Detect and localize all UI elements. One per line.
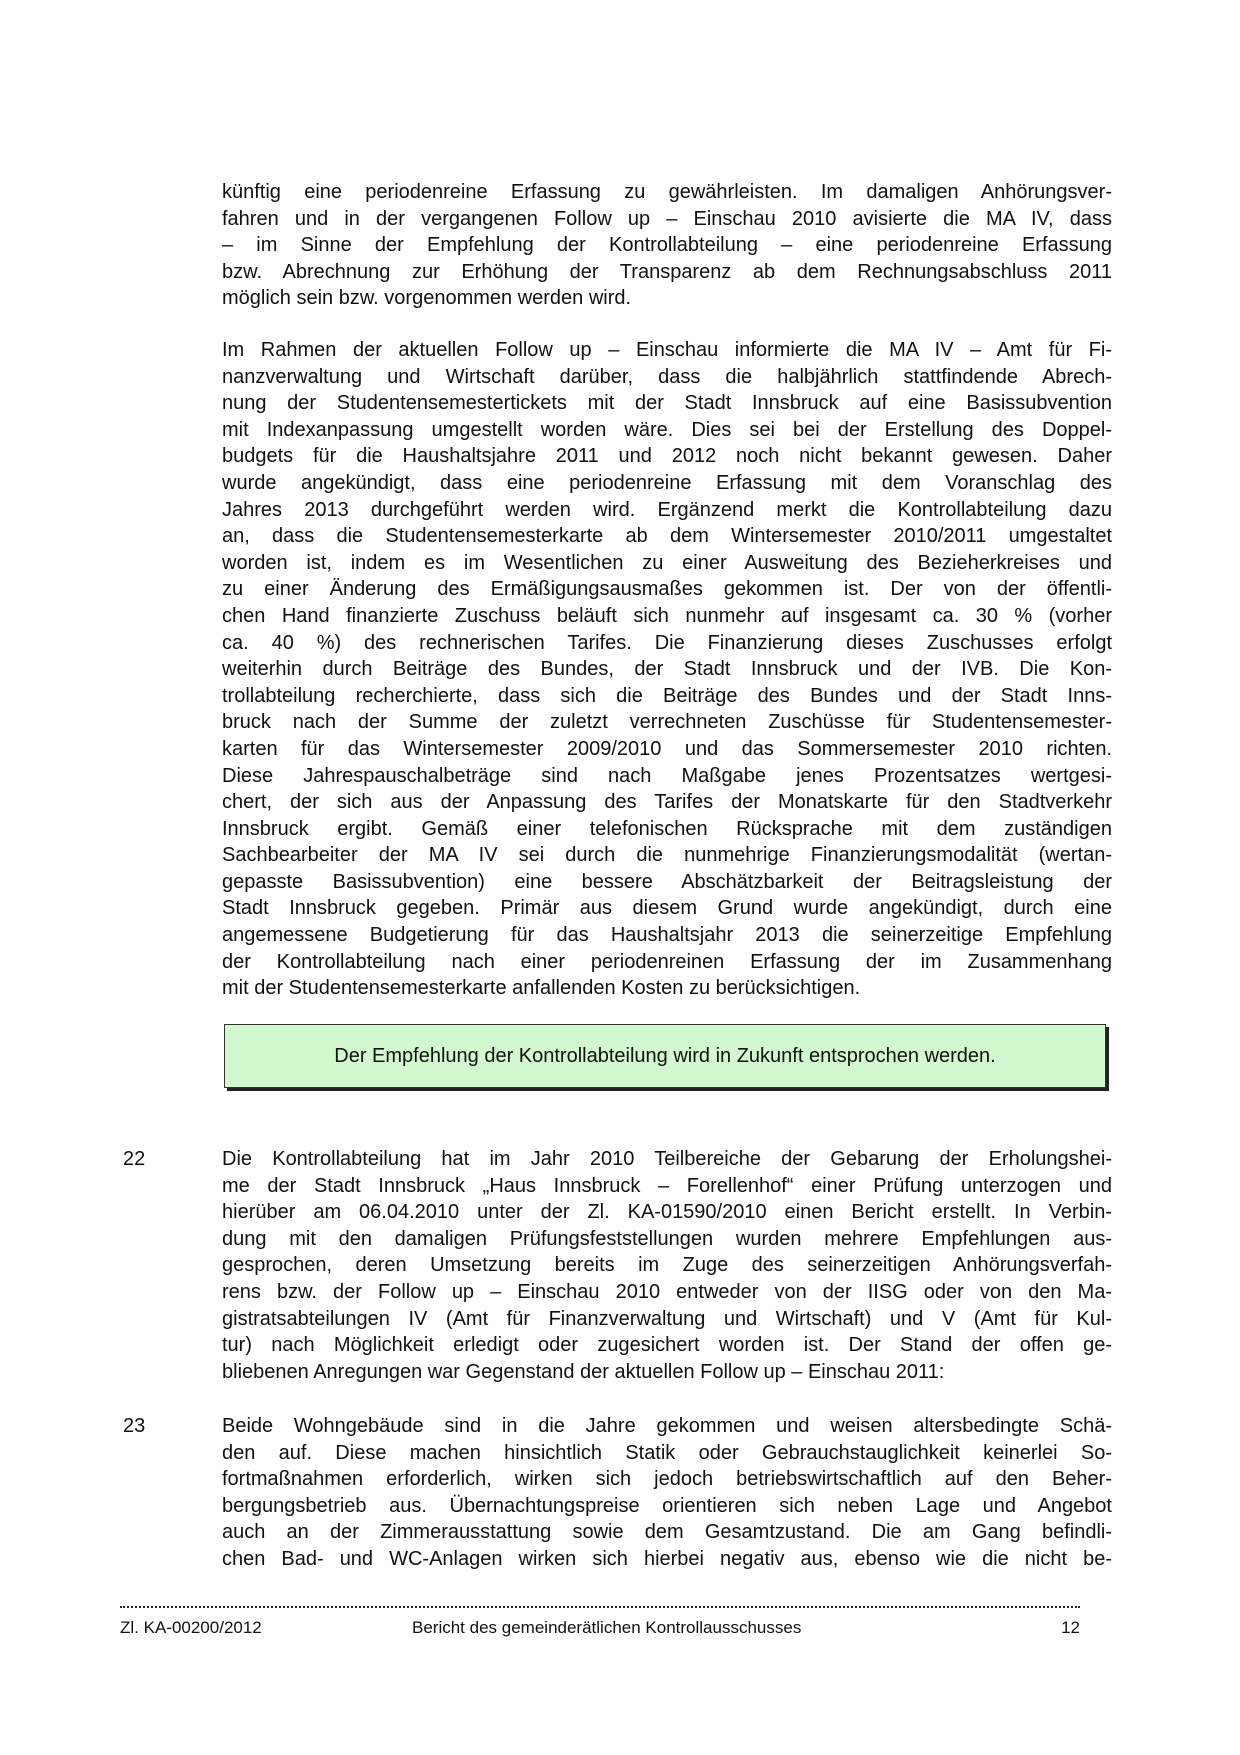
text-line: angemessene Budgetierung für das Haushaltsjahr 2013 die seinerzeitige Empfehlung (222, 924, 1112, 947)
recommendation-box (224, 1024, 1106, 1088)
text-line: budgets für die Haushaltsjahre 2011 und 2012 noch nicht bekannt gewesen. Daher (222, 445, 1112, 468)
footer-title: Bericht des gemeinderätlichen Kontrollausschusses (412, 1618, 802, 1637)
paragraph-1 (222, 179, 1112, 312)
text-line: gistratsabteilungen IV (Amt für Finanzverwaltung und Wirtschaft) und V (Amt für Kul- (222, 1307, 1112, 1330)
page-number: 12 (1061, 1618, 1080, 1637)
text-line: Diese Jahrespauschalbeträge sind nach Maßgabe jenes Prozentsatzes wertgesi- (222, 764, 1112, 787)
text-line: bergungsbetrieb aus. Übernachtungspreise orientieren sich neben Lage und Angebot (222, 1494, 1112, 1517)
text-line: hierüber am 06.04.2010 unter der Zl. KA-01590/2010 einen Bericht erstellt. In Verbin- (222, 1201, 1112, 1224)
text-line: Innsbruck ergibt. Gemäß einer telefonischen Rücksprache mit dem zuständigen (222, 817, 1112, 840)
text-line: an, dass die Studentensemesterkarte ab dem Wintersemester 2010/2011 umgestaltet (222, 525, 1112, 548)
text-line: wurde angekündigt, dass eine periodenreine Erfassung mit dem Voranschlag des (222, 471, 1112, 494)
text-line: gepasste Basissubvention) eine bessere Abschätzbarkeit der Beitragsleistung der (222, 870, 1112, 893)
text-line: fortmaßnahmen erforderlich, wirken sich jedoch betriebswirtschaftlich auf den Beher- (222, 1468, 1112, 1491)
text-line: dung mit den damaligen Prüfungsfeststellungen wurden mehrere Empfehlungen aus- (222, 1227, 1112, 1250)
text-line: worden ist, indem es im Wesentlichen zu einer Ausweitung des Bezieherkreises und (222, 551, 1112, 574)
text-line: Sachbearbeiter der MA IV sei durch die nunmehrige Finanzierungsmodalität (wertan- (222, 844, 1112, 867)
text-line: weiterhin durch Beiträge des Bundes, der Stadt Innsbruck und der IVB. Die Kon- (222, 658, 1112, 681)
text-line: Im Rahmen der aktuellen Follow up – Einschau informierte die MA IV – Amt für Fi- (222, 339, 1112, 361)
footer-divider (120, 1598, 1080, 1608)
text-line: bzw. Abrechnung zur Erhöhung der Transparenz ab dem Rechnungsabschluss 2011 (222, 260, 1112, 283)
footer-reference: Zl. KA-00200/2012 (120, 1618, 262, 1637)
text-line: chen Bad- und WC-Anlagen wirken sich hierbei negativ aus, ebenso wie die nicht be- (222, 1547, 1112, 1570)
text-line: Stadt Innsbruck gegeben. Primär aus diesem Grund wurde angekündigt, durch eine (222, 897, 1112, 920)
text-line: auch an der Zimmerausstattung sowie dem Gesamtzustand. Die am Gang befindli- (222, 1521, 1112, 1544)
text-line: rens bzw. der Follow up – Einschau 2010 entweder von der IISG oder von den Ma- (222, 1280, 1112, 1303)
text-line: zu einer Änderung des Ermäßigungsausmaßes gekommen ist. Der von der öffentli- (222, 578, 1112, 601)
item-number-23: 23 (123, 1415, 146, 1437)
text-line: gesprochen, deren Umsetzung bereits im Zuge des seinerzeitigen Anhörungsverfah- (222, 1254, 1112, 1277)
text-line: bliebenen Anregungen war Gegenstand der aktuellen Follow up – Einschau 2011: (222, 1360, 945, 1383)
text-line: ca. 40 %) des rechnerischen Tarifes. Die Finanzierung dieses Zuschusses erfolgt (222, 631, 1112, 654)
item-number-22: 22 (123, 1148, 146, 1170)
text-line: möglich sein bzw. vorgenommen werden wird. (222, 287, 632, 310)
text-line: karten für das Wintersemester 2009/2010 und das Sommersemester 2010 richten. (222, 737, 1112, 760)
item-23-text (222, 1413, 1112, 1573)
text-line: bruck nach der Summe der zuletzt verrechneten Zuschüsse für Studentensemester- (222, 711, 1112, 734)
text-line: mit der Studentensemesterkarte anfallenden Kosten zu berücksichtigen. (222, 977, 861, 1000)
text-line: Beide Wohngebäude sind in die Jahre gekommen und weisen altersbedingte Schä- (222, 1415, 1112, 1437)
recommendation-text: Der Empfehlung der Kontrollabteilung wird in Zukunft entsprochen werden. (334, 1044, 996, 1067)
paragraph-2 (222, 337, 1112, 1002)
text-line: chen Hand finanzierte Zuschuss beläuft sich nunmehr auf insgesamt ca. 30 % (vorher (222, 604, 1112, 627)
text-line: der Kontrollabteilung nach einer periodenreinen Erfassung der im Zusammenhang (222, 950, 1112, 973)
text-line: nung der Studentensemestertickets mit der Stadt Innsbruck auf eine Basissubvention (222, 392, 1112, 415)
text-line: fahren und in der vergangenen Follow up – Einschau 2010 avisierte die MA IV, dass (222, 207, 1112, 230)
text-line: Jahres 2013 durchgeführt werden wird. Ergänzend merkt die Kontrollabteilung dazu (222, 498, 1112, 521)
text-line: me der Stadt Innsbruck „Haus Innsbruck – Forellenhof“ einer Prüfung unterzogen und (222, 1174, 1112, 1197)
text-line: den auf. Diese machen hinsichtlich Statik oder Gebrauchstauglichkeit keinerlei So- (222, 1441, 1112, 1464)
text-line: nanzverwaltung und Wirtschaft darüber, dass die halbjährlich stattfindende Abrech- (222, 365, 1112, 388)
text-line: künftig eine periodenreine Erfassung zu gewährleisten. Im damaligen Anhörungsver- (222, 181, 1112, 203)
text-line: – im Sinne der Empfehlung der Kontrollabteilung – eine periodenreine Erfassung (222, 234, 1112, 257)
text-line: mit Indexanpassung umgestellt worden wäre. Dies sei bei der Erstellung des Doppel- (222, 418, 1112, 441)
text-line: Die Kontrollabteilung hat im Jahr 2010 Teilbereiche der Gebarung der Erholungshei- (222, 1148, 1112, 1170)
item-22-text (222, 1146, 1112, 1385)
text-line: tur) nach Möglichkeit erledigt oder zugesichert worden ist. Der Stand der offen ge- (222, 1334, 1112, 1357)
text-line: chert, der sich aus der Anpassung des Tarifes der Monatskarte für den Stadtverkehr (222, 791, 1112, 814)
text-line: trollabteilung recherchierte, dass sich die Beiträge des Bundes und der Stadt Inns- (222, 684, 1112, 707)
